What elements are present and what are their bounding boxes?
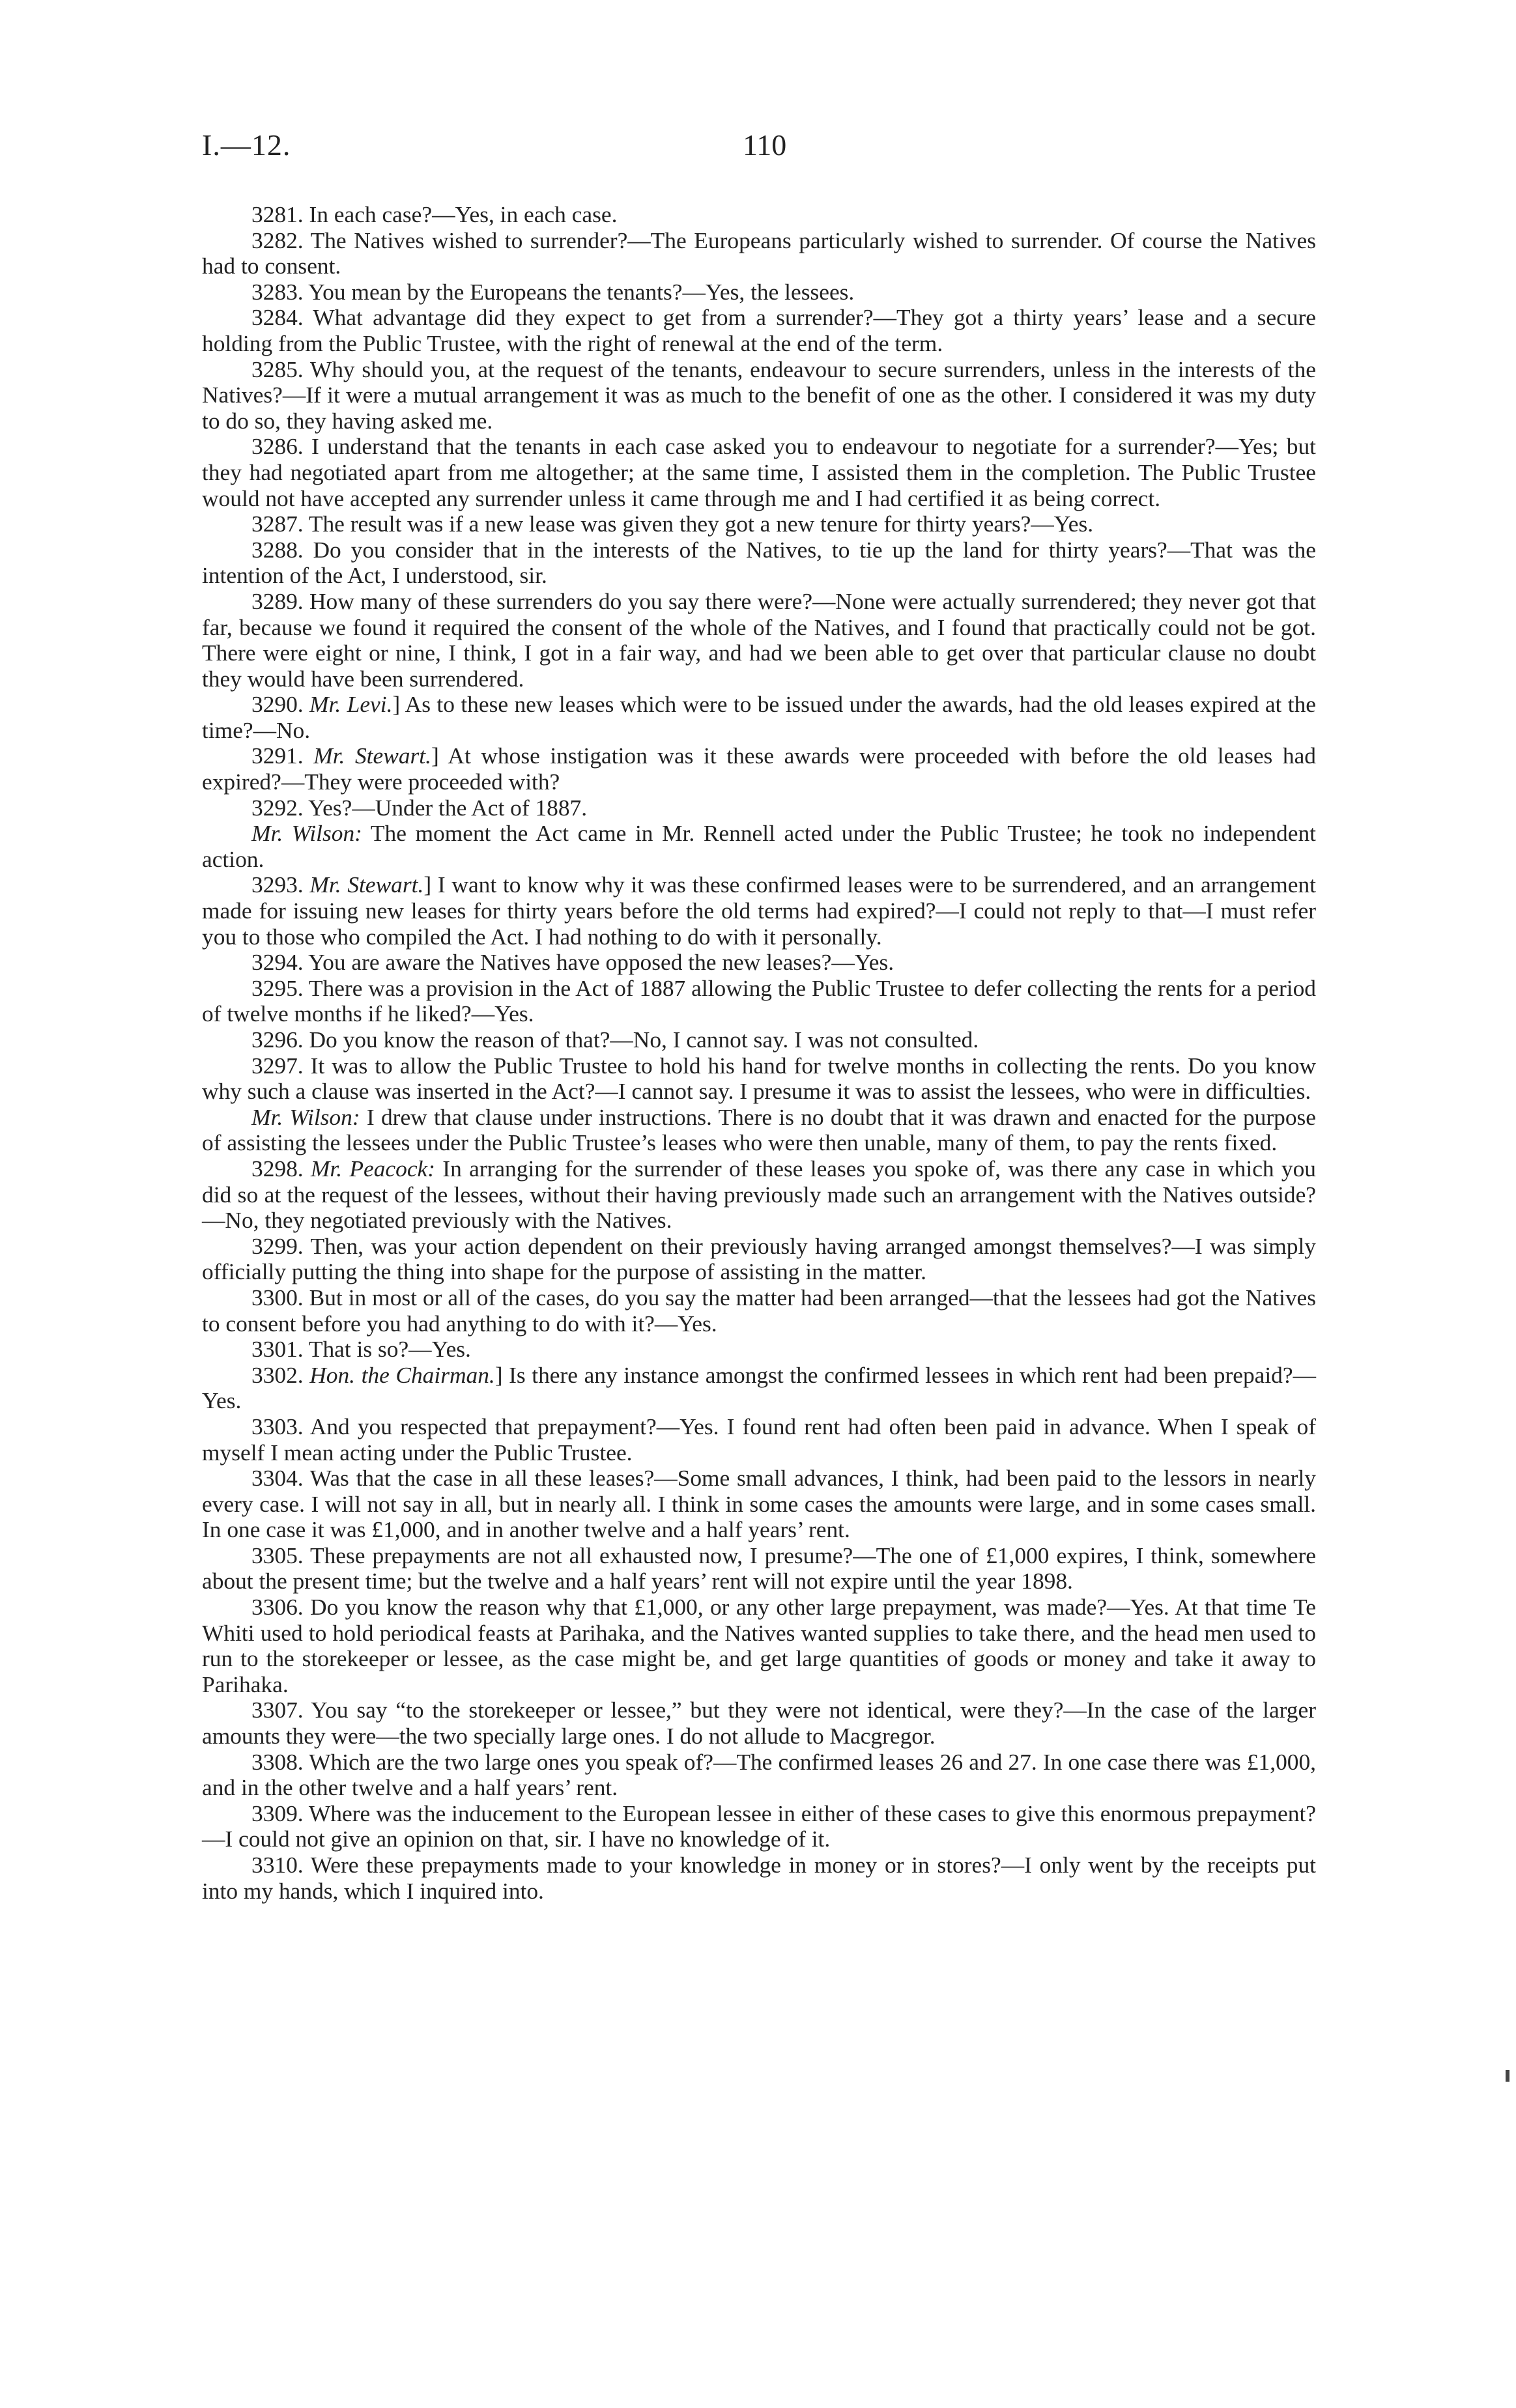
transcript-paragraph — [202, 1749, 1316, 1801]
speaker-name: Hon. the Chairman. — [309, 1361, 495, 1388]
transcript-paragraph — [202, 1285, 1316, 1337]
paragraph-text: 3299. Then, was your action dependent on their previously having arranged amongst themselves?—I was simply officially putting the thing into shape for the purpose of assisting in the matter. — [202, 1232, 1316, 1285]
paragraph-text: 3285. Why should you, at the request of the tenants, endeavour to secure surrenders, unless in the interests of the Natives?—If it were a mutual arrangement it was as much to the benefit of one as the other. I considered it was my duty to do so, they having asked me. — [202, 356, 1316, 434]
paragraph-text: ] At whose instigation was it these awards were proceeded with before the old leases had expired?—They were proceeded with? — [202, 743, 1316, 795]
transcript-paragraph — [202, 795, 1316, 821]
paragraph-text: 3304. Was that the case in all these leases?—Some small advances, I think, had been paid to the lessors in nearly every case. I will not say in all, but in nearly all. I think in some cases the amounts were large, and in some cases small. In one case it was £1,000, and in another twelve and a half years’ rent. — [202, 1465, 1316, 1543]
transcript-paragraph — [202, 279, 1316, 305]
transcript-paragraph — [202, 434, 1316, 511]
transcript-paragraph — [202, 692, 1316, 743]
transcript-paragraph — [202, 1801, 1316, 1852]
paragraph-text: 3301. That is so?—Yes. — [251, 1336, 471, 1363]
transcript-paragraph — [202, 872, 1316, 950]
paragraph-text: 3295. There was a provision in the Act of 1887 allowing the Public Trustee to defer collecting the rents for a period of twelve months if he liked?—Yes. — [202, 974, 1316, 1027]
document-reference: I.—12. — [202, 128, 291, 162]
transcript-paragraph — [202, 537, 1316, 589]
paragraph-text: ] As to these new leases which were to be issued under the awards, had the old leases expired at the time?—No. — [202, 691, 1316, 743]
paragraph-text: 3297. It was to allow the Public Trustee to hold his hand for twelve months in collecting the rents. Do you know why such a clause was inserted in the Act?—I cannot say. I presume it was to assist the lessees, who were in difficulties. — [202, 1052, 1316, 1105]
transcript-paragraph — [202, 1414, 1316, 1466]
margin-mark — [1506, 2070, 1509, 2082]
paragraph-text: I drew that clause under instructions. There is no doubt that it was drawn and enacted for the purpose of assisting the lessees under the Public Trustee’s leases who were then unable, many of them, to pay the rents fixed. — [202, 1103, 1316, 1156]
transcript-paragraph — [202, 1234, 1316, 1285]
transcript-paragraph — [202, 1363, 1316, 1414]
transcript-paragraph — [202, 1594, 1316, 1697]
transcript-paragraph — [202, 589, 1316, 692]
paragraph-text: 3300. But in most or all of the cases, do you say the matter had been arranged—that the lessees had got the Natives to consent before you had anything to do with it?—Yes. — [202, 1284, 1316, 1337]
question-number: 3293. — [251, 871, 310, 898]
transcript-paragraph — [202, 1337, 1316, 1363]
transcript-paragraph — [202, 305, 1316, 356]
question-number: 3290. — [251, 691, 310, 718]
paragraph-text: 3288. Do you consider that in the interests of the Natives, to tie up the land for thirty years?—That was the intention of the Act, I understood, sir. — [202, 536, 1316, 589]
speaker-name: Mr. Wilson: — [251, 1103, 360, 1130]
paragraph-text: 3282. The Natives wished to surrender?—The Europeans particularly wished to surrender. Of course the Natives had to consent. — [202, 227, 1316, 279]
transcript-paragraph — [202, 743, 1316, 795]
speaker-name: Mr. Levi. — [309, 691, 393, 718]
paragraph-text: ] Is there any instance amongst the confirmed lessees in which rent had been prepaid?—Yes. — [202, 1361, 1316, 1414]
question-number: 3302. — [251, 1361, 310, 1388]
transcript-paragraph — [202, 976, 1316, 1027]
speaker-name: Mr. Stewart. — [313, 743, 431, 769]
transcript-paragraph — [202, 1156, 1316, 1234]
transcript-paragraph — [202, 1466, 1316, 1543]
paragraph-text: 3292. Yes?—Under the Act of 1887. — [251, 794, 588, 821]
paragraph-text: 3307. You say “to the storekeeper or lessee,” but they were not identical, were they?—In the case of the larger amounts they were—the two specially large ones. I do not allude to Macgregor. — [202, 1697, 1316, 1749]
page-header — [202, 128, 1316, 173]
paragraph-text: In arranging for the surrender of these leases you spoke of, was there any case in which you did so at the request of the lessees, without their having previously made such an arrangement with the Natives outside?—No, they negotiated previously with the Natives. — [202, 1155, 1316, 1234]
paragraph-text: 3281. In each case?—Yes, in each case. — [251, 201, 618, 227]
speaker-name: Mr. Wilson: — [251, 820, 362, 847]
paragraph-text: 3306. Do you know the reason why that £1,000, or any other large prepayment, was made?—Yes. At that time Te Whiti used to hold periodical feasts at Parihaka, and the Natives wanted supplies to take there, and the head men used to run to the storekeeper or lessee, as the case might be, and get large quantities of goods or money and take it away to Parihaka. — [202, 1594, 1316, 1697]
paragraph-text: 3309. Where was the inducement to the European lessee in either of these cases to give this enormous prepayment?—I could not give an opinion on that, sir. I have no knowledge of it. — [202, 1800, 1316, 1852]
transcript-paragraph — [202, 511, 1316, 537]
transcript-paragraph — [202, 1852, 1316, 1904]
paragraph-text: 3310. Were these prepayments made to your knowledge in money or in stores?—I only went by the receipts put into my hands, which I inquired into. — [202, 1852, 1316, 1904]
paragraph-text: 3305. These prepayments are not all exhausted now, I presume?—The one of £1,000 expires, I think, somewhere about the present time; but the twelve and a half years’ rent will not expire until the year 1898. — [202, 1542, 1316, 1594]
evidence-transcript — [202, 202, 1316, 1904]
transcript-paragraph — [202, 950, 1316, 976]
question-number: 3298. — [251, 1155, 311, 1182]
transcript-paragraph — [202, 1027, 1316, 1053]
transcript-paragraph — [202, 202, 1316, 228]
transcript-paragraph — [202, 821, 1316, 872]
paragraph-text: 3284. What advantage did they expect to get from a surrender?—They got a thirty years’ lease and a secure holding from the Public Trustee, with the right of renewal at the end of the term. — [202, 304, 1316, 356]
paragraph-text: 3283. You mean by the Europeans the tenants?—Yes, the lessees. — [251, 278, 855, 305]
question-number: 3291. — [251, 743, 314, 769]
speaker-name: Mr. Stewart. — [309, 871, 424, 898]
paragraph-text: 3287. The result was if a new lease was given they got a new tenure for thirty years?—Yes. — [251, 511, 1094, 537]
paragraph-text: 3289. How many of these surrenders do you say there were?—None were actually surrendered; they never got that far, because we found it required the consent of the whole of the Natives, and I found that practically could not be got. There were eight or nine, I think, I got in a fair way, and had we been able to get over that particular clause no doubt they would have been surrendered. — [202, 588, 1316, 692]
paragraph-text: 3303. And you respected that prepayment?—Yes. I found rent had often been paid in advance. When I speak of myself I mean acting under the Public Trustee. — [202, 1413, 1316, 1466]
paragraph-text: 3294. You are aware the Natives have opposed the new leases?—Yes. — [251, 949, 894, 976]
speaker-name: Mr. Peacock: — [310, 1155, 436, 1182]
transcript-paragraph — [202, 1543, 1316, 1594]
paragraph-text: ] I want to know why it was these confirmed leases were to be surrendered, and an arrangement made for issuing new leases for thirty years before the old terms had expired?—I could not reply to that—I must refer you to those who compiled the Act. I had nothing to do with it personally. — [202, 871, 1316, 950]
transcript-paragraph — [202, 1105, 1316, 1156]
page-number: 110 — [743, 128, 787, 162]
paragraph-text: 3286. I understand that the tenants in each case asked you to endeavour to negotiate for a surrender?—Yes; but they had negotiated apart from me altogether; at the same time, I assisted them in the completion. The Public Trustee would not have accepted any surrender unless it came through me and I had certified it as being correct. — [202, 433, 1316, 511]
transcript-paragraph — [202, 1053, 1316, 1105]
paragraph-text: The moment the Act came in Mr. Rennell acted under the Public Trustee; he took no independent action. — [202, 820, 1316, 872]
paragraph-text: 3296. Do you know the reason of that?—No, I cannot say. I was not consulted. — [251, 1027, 979, 1053]
transcript-paragraph — [202, 228, 1316, 279]
transcript-paragraph — [202, 1697, 1316, 1749]
paragraph-text: 3308. Which are the two large ones you speak of?—The confirmed leases 26 and 27. In one case there was £1,000, and in the other twelve and a half years’ rent. — [202, 1748, 1316, 1801]
transcript-paragraph — [202, 357, 1316, 434]
